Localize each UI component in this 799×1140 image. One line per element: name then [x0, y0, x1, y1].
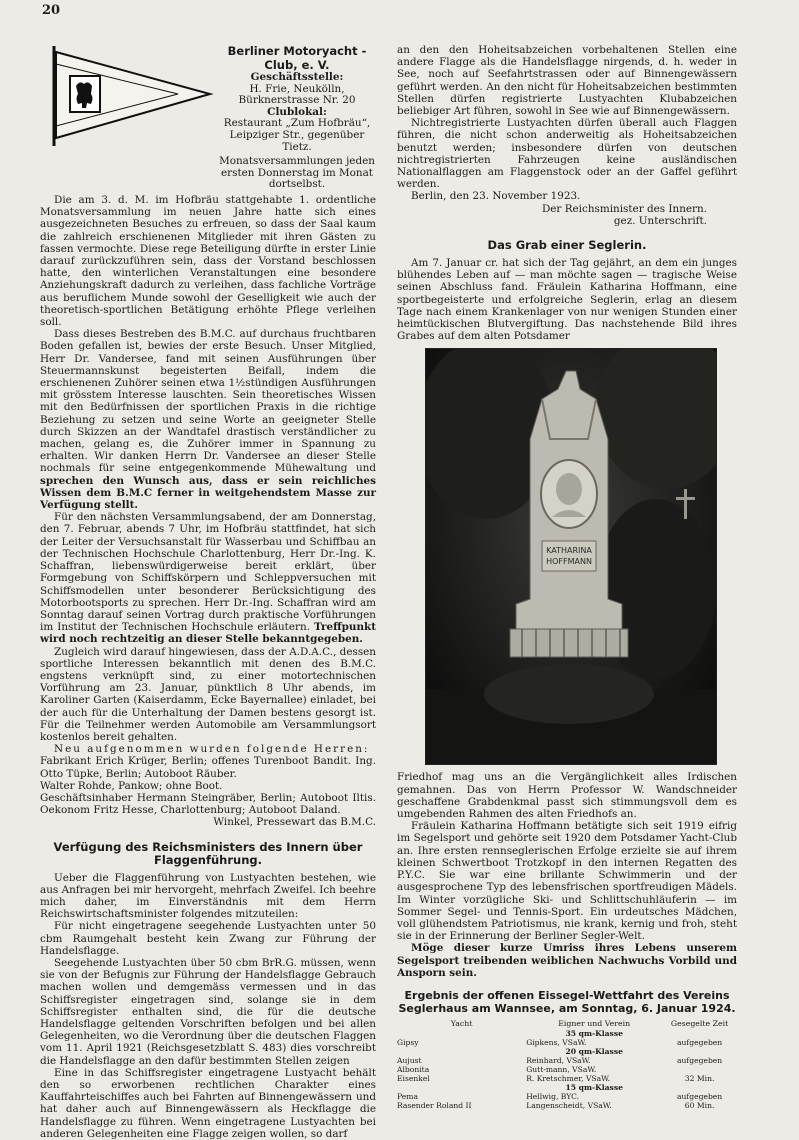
table-row — [397, 1101, 737, 1110]
club-venue-label: Clublokal: — [267, 105, 327, 118]
club-paragraph-2 — [40, 328, 376, 511]
grave-inscription-name2: HOFFMANN — [546, 557, 592, 567]
club-paragraph-2-text: Dass dieses Bestreben des B.M.C. auf durchaus fruchtbaren Boden gefallen ist, bewies der erste Besuch. Unser Mitglied, Herr Dr. Vandersee, fand mit seinen Ausführungen über Steuermannskunst begeisterten Beifall, indem die erschienenen Zuhörer seinen etwa 1½stündigen Ausführungen mit grösstem Interesse lauschten. Sein theoretisches Wissen mit den Bedürfnissen der sportlichen Praxis in die richtige Beziehung zu setzen und seine Worte an geeigneter Stelle durch Skizzen an der Wandtafel drastisch verständlicher zu machen, gelang es, die Zuhörer immer in Spannung zu erhalten. Wir danken Herrn Dr. Vandersee an dieser Stelle nochmals für seine entgegenkommende Mühewaltung und — [40, 328, 376, 475]
new-members-1: Fabrikant Erich Krüger, Berlin; offenes Turenboot Bandit. Ing. Otto Tüpke, Berlin; Autoboot Räuber. — [40, 755, 376, 780]
club-header — [40, 44, 376, 194]
results-time: 32 Min. — [684, 1073, 715, 1083]
results-yacht: Rasender Roland II — [397, 1100, 472, 1110]
results-col-owner: Eigner und Verein — [558, 1018, 631, 1028]
club-office: H. Frie, Neukölln, Bürknerstrasse Nr. 20 — [238, 82, 356, 107]
results-owner: Reinhard, VSaW. — [526, 1055, 591, 1065]
club-paragraph-2-bold: sprechen den Wunsch aus, dass er sein reichliches Wissen dem B.M.C ferner in weitgehendstem Masse zur Verfügung stellt. — [40, 474, 376, 512]
new-members-heading: Neu aufgenommen wurden folgende Herren: — [54, 743, 370, 756]
results-time — [662, 1065, 737, 1074]
club-paragraph-3 — [40, 511, 376, 645]
decree-paragraph-5: an den den Hoheitsabzeichen vorbehaltenen Stellen eine andere Flagge als die Handelsflagge nirgends, d. h. weder in See, noch auf Seefahrtstrassen oder auf Binnengewässern geführt werden. An den nicht für Hoheitsabzeichen bestimmten Stellen dürfen registrierte Lustyachten Klubabzeichen beliebiger Art führen, sowohl in See wie auf Binnengewässern. — [397, 44, 737, 118]
grave-photo — [425, 348, 717, 765]
club-signature: Winkel, Pressewart das B.M.C. — [213, 816, 376, 829]
grave-paragraph-3: Fräulein Katharina Hoffmann betätigte sich seit 1919 eifrig im Segelsport und gehörte seit 1920 dem Potsdamer Yacht-Club an. Ihre ersten rennseglerischen Erfolge erzielte sie auf ihrem kleinen Schwertboot Trotzkopf in den internen Regatten des P.Y.C. Sie war eine brillante Schwimmerin und der ausgesprochene Typ des lebensfrischen sportfreudigen Mädels. Im Winter vorzügliche Ski- und Schlittschuhläuferin — im Sommer Segel- und Tennis-Sport. Ein urdeutsches Mädchen, voll glühendstem Patriotismus, nie krank, kernig und froh, steht sie in der Erinnerung der Berliner Segler-Welt. — [397, 820, 737, 943]
table-row — [397, 1065, 737, 1074]
results-title: Ergebnis der offenen Eissegel-Wettfahrt des Vereins Seglerhaus am Wannsee, am Sonntag, 6. Januar 1924. — [398, 988, 736, 1015]
club-venue: Restaurant „Zum Hofbräu“, Leipziger Str., gegenüber Tietz. — [223, 117, 371, 153]
results-class-row — [397, 1083, 737, 1092]
table-row — [397, 1056, 737, 1065]
club-paragraph-4: Zugleich wird darauf hingewiesen, dass der A.D.A.C., dessen sportliche Interessen bekanntlich mit denen des B.M.C. engstens verknüpft sind, zu einer motortechnischen Vorführung am 23. Januar, pünktlich 8 Uhr abends, im Karoliner Garten (Kaiserdamm, Ecke Bayernallee) einladet, bei der auch für die Unterhaltung der Damen bestens gesorgt ist. Für die Teilnehmer werden Automobile am Versammlungsort kostenlos bereit gehalten. — [40, 645, 376, 743]
results-time: aufgegeben — [677, 1091, 723, 1101]
decree-paragraph-2: Für nicht eingetragene seegehende Lustyachten unter 50 cbm Raumgehalt besteht kein Zwang zur Führung der Handelsflagge. — [40, 920, 376, 957]
decree-title: Verfügung des Reichsministers des Innern über Flaggenführung. — [53, 839, 363, 867]
club-info — [218, 44, 376, 191]
grave-inscription-name1: KATHARINA — [546, 546, 592, 556]
decree-paragraph-1: Ueber die Flaggenführung von Lustyachten bestehen, wie aus Anfragen bei mir hervorgeht, mehrfach Zweifel. Ich beehre mich daher, im Einverständnis mit dem Herrn Reichswirtschaftsminister folgendes mitzuteilen: — [40, 871, 376, 921]
decree-paragraph-4: Eine in das Schiffsregister eingetragene Lustyacht behält den so erworbenen rechtlichen Charakter eines Kauffahrteischiffes auch bei Fahrten auf Binnengewässern und hat daher auch auf Binnengewässern als Heckflagge die Handelsflagge zu führen. Wenn eingetragene Lustyachten bei anderen Gelegenheiten eine Flagge zeigen wollen, so darf — [40, 1066, 376, 1140]
results-yacht: Aujust — [397, 1055, 422, 1065]
results-owner: Hellwig, BYC. — [526, 1091, 580, 1101]
right-column — [397, 44, 737, 1110]
club-paragraph-3-text: Für den nächsten Versammlungsabend, der am Donnerstag, den 7. Februar, abends 7 Uhr, im Hofbräu stattfindet, hat sich der Leiter der Versuchsanstalt für Wasserbau und Schiffbau an der Technischen Hochschule Charlottenburg, Herr Dr.-Ing. K. Schaffran, liebenswürdigerweise bereit erklärt, über Formgebung von Schiffskörpern und Schleppversuchen mit Schiffsmodellen unter besonderer Berücksichtigung des Motorbootsports zu sprechen. Herr Dr.-Ing. Schaffran wird am Sonntag darauf seinen Vortrag durch praktische Vorführungen im Institut der Technischen Hochschule erläutern. — [40, 511, 376, 634]
results-class-row — [397, 1047, 737, 1056]
results-body — [397, 1029, 737, 1110]
table-row — [397, 1092, 737, 1101]
results-owner: R. Kretschmer, VSaW. — [526, 1073, 611, 1083]
decree-signature-1: Der Reichsminister des Innern. — [541, 202, 707, 215]
results-yacht: Pema — [397, 1091, 418, 1101]
results-time: aufgegeben — [677, 1037, 723, 1047]
grave-title: Das Grab einer Seglerin. — [487, 238, 647, 253]
club-paragraph-1: Die am 3. d. M. im Hofbräu stattgehabte 1. ordentliche Monatsversammlung im neuen Jahre hatte sich eines ausgezeichneten Besuches zu erfreuen, so dass der Saal kaum die zahlreich erschienenen Mitglieder mit ihren Gästen zu fassen vermochte. Diese rege Beteiligung dürfte in erster Linie darauf zurückzuführen sein, dass der Vorstand beschlossen hatte, den winterlichen Veranstaltungen eine besondere Anziehungskraft dadurch zu verleihen, dass fachliche Vorträge aus beruflichem Munde sowohl der Geselligkeit wie auch der theoretisch-sportlichen Betätigung erhöhte Pflege verleihen soll. — [40, 194, 376, 329]
grave-paragraph-1: Am 7. Januar cr. hat sich der Tag gejährt, an dem ein junges blühendes Leben auf — man möchte sagen — tragische Weise seinen Abschluss fand. Fräulein Katharina Hoffmann, eine sportbegeisterte und erfolgreiche Seglerin, erlag an diesem Tage nach einem Krankenlager von nur wenigen Stunden einer heimtückischen Blutvergiftung. Das nachstehende Bild ihres Grabes auf dem alten Potsdamer — [397, 257, 737, 343]
grave-paragraph-4: Möge dieser kurze Umriss ihres Lebens unserem Segelsport treibenden weiblichen Nachwuchs Vorbild und Ansporn sein. — [397, 942, 737, 979]
results-time: aufgegeben — [677, 1055, 723, 1065]
left-column — [40, 44, 376, 1140]
grave-monument-image — [426, 349, 716, 764]
new-members-2: Walter Rohde, Pankow; ohne Boot. — [40, 779, 223, 792]
results-class: 15 qm-Klasse — [565, 1082, 623, 1092]
results-header-row — [397, 1018, 737, 1029]
results-class-row — [397, 1029, 737, 1038]
results-col-yacht: Yacht — [450, 1018, 473, 1028]
decree-paragraph-3: Seegehende Lustyachten über 50 cbm BrR.G. müssen, wenn sie von der Befugnis zur Führung der Handelsflagge Gebrauch machen wollen und demgemäss vermessen und in das Schiffsregister eingetragen sind, solange sie in dem Schiffsregister enthalten sind, die für die deutsche Handelsflagge geltenden Vorschriften befolgen und bei allen Gelegenheiten, wo die Verordnung über die deutschen Flaggen vom 11. April 1921 (Reichsgesetzblatt S. 483) dies vorschreibt die Handelsflagge an den dafür bestimmten Stellen zeigen — [40, 956, 376, 1067]
results-time: 60 Min. — [684, 1100, 715, 1110]
table-row — [397, 1038, 737, 1047]
results-col-time: Gesegelte Zeit — [670, 1018, 729, 1028]
results-yacht: Gipsy — [397, 1037, 419, 1047]
results-yacht: Albonita — [397, 1064, 430, 1074]
club-name: Berliner Motoryacht - Club, e. V. — [227, 44, 367, 72]
results-class: 20 qm-Klasse — [565, 1046, 623, 1056]
new-members-3: Geschäftsinhaber Hermann Steingräber, Berlin; Autoboot Iltis. Oekonom Fritz Hesse, Charlottenburg; Autoboot Daland. — [40, 791, 376, 817]
page-number: 20 — [42, 3, 61, 18]
results-owner: Langenscheidt, VSaW. — [526, 1100, 612, 1110]
results-owner: Gutt-mann, VSaW. — [526, 1064, 597, 1074]
results-owner: Gipkens, VSaW. — [526, 1037, 587, 1047]
decree-date: Berlin, den 23. November 1923. — [411, 190, 581, 203]
results-class: 35 qm-Klasse — [565, 1028, 623, 1038]
club-paragraph-3-bold: Treffpunkt wird noch rechtzeitig an dieser Stelle bekanntgegeben. — [40, 621, 377, 646]
club-office-label: Geschäftsstelle: — [250, 71, 344, 83]
decree-paragraph-6: Nichtregistrierte Lustyachten dürfen überall auch Flaggen führen, die nicht schon anderweitig als Hoheitsabzeichen benutzt werden; insbesondere dürfen von deutschen nichtregistrierten Fahrzeugen keine ausländischen Nationalflaggen am Flaggenstock oder an der Gaffel geführt werden. — [397, 117, 737, 191]
results-yacht: Eisenkel — [397, 1073, 430, 1083]
club-pennant-icon — [50, 46, 215, 146]
grave-paragraph-2: Friedhof mag uns an die Vergänglichkeit alles Irdischen gemahnen. Das von Herrn Professor W. Wandschneider geschaffene Grabdenkmal passt sich stimmungsvoll dem es umgebenden Rahmen des alten Friedhofs an. — [397, 771, 737, 821]
results-table — [397, 1018, 737, 1110]
club-meetings: Monatsversammlungen jeden ersten Donnerstag im Monat dortselbst. — [219, 155, 375, 191]
table-row — [397, 1074, 737, 1083]
decree-signature-2: gez. Unterschrift. — [613, 214, 707, 227]
